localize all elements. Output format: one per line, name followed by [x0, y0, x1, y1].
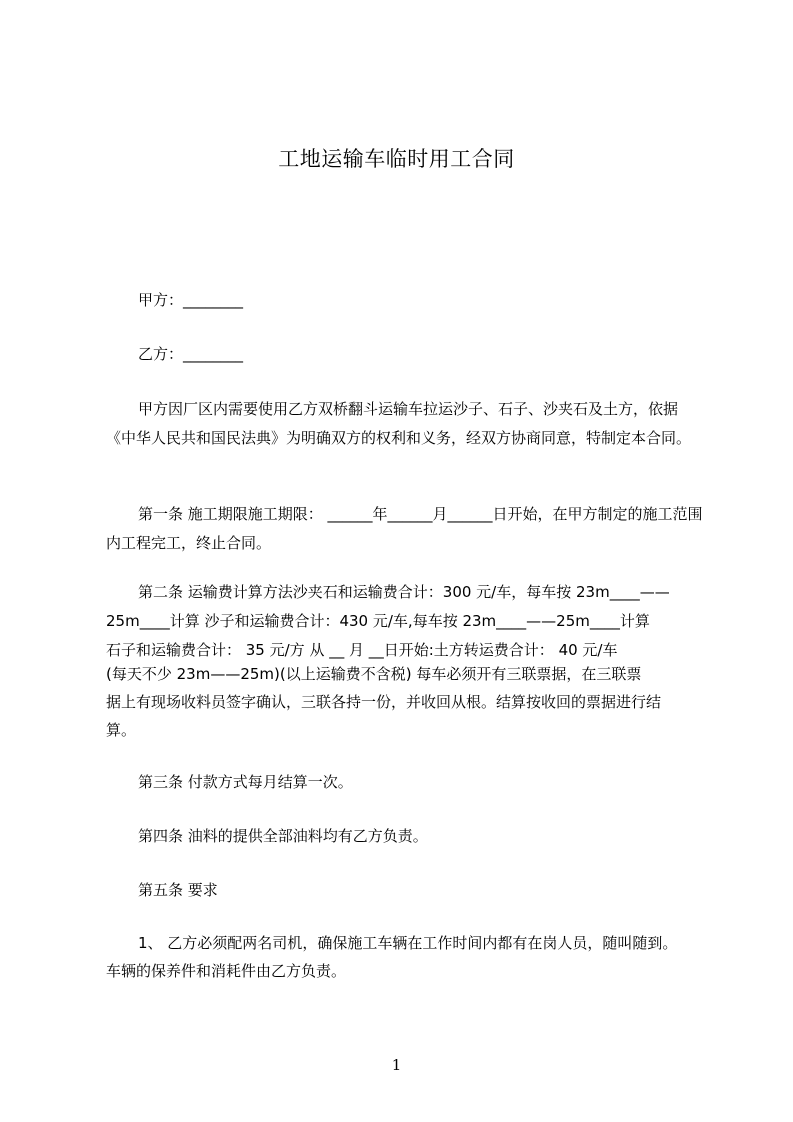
preamble-paragraph: 甲方因厂区内需要使用乙方双桥翻斗运输车拉运沙子、石子、沙夹石及土方，依据《中华人民共和国民法典》为明确双方的权利和义务，经双方协商同意，特制定本合同。 [106, 400, 692, 447]
party-a-line: 甲方：________ [138, 291, 244, 309]
article-3: 第三条 付款方式每月结算一次。 [138, 773, 353, 791]
article-2-line: 算。 [106, 721, 137, 739]
article-2-line: 据上有现场收料员签字确认，三联各持一份，并收回从根。结算按收回的票据进行结 [106, 693, 662, 711]
article-2-line: 25m____计算 沙子和运输费合计：430 元/车,每车按 23m____——25m____计算 [106, 612, 650, 630]
requirement-line: 1、 乙方必须配两名司机，确保施工车辆在工作时间内都有在岗人员，随叫随到。 [138, 934, 678, 952]
article-2-line: 第二条 运输费计算方法沙夹石和运输费合计：300 元/车，每车按 23m____—— [138, 583, 670, 601]
page-number: 1 [391, 1056, 402, 1074]
party-b-line: 乙方：________ [138, 345, 244, 363]
article-5: 第五条 要求 [138, 881, 218, 899]
article-2-line: 石子和运输费合计： 35 元/方 从 __ 月 __日开始:土方转运费合计： 40 元/车 [106, 641, 618, 659]
article-4: 第四条 油料的提供全部油料均有乙方负责。 [138, 827, 428, 845]
article-2-line: (每天不少 23m——25m)(以上运输费不含税) 每车必须开有三联票据，在三联票 [106, 665, 642, 683]
page-title: 工地运输车临时用工合同 [278, 147, 515, 171]
requirement-line: 车辆的保养件和消耗件由乙方负责。 [106, 962, 347, 980]
article-1: 第一条 施工期限施工期限： ______年______月______日开始，在甲方制定的施工范围内工程完工，终止合同。 [106, 505, 703, 552]
